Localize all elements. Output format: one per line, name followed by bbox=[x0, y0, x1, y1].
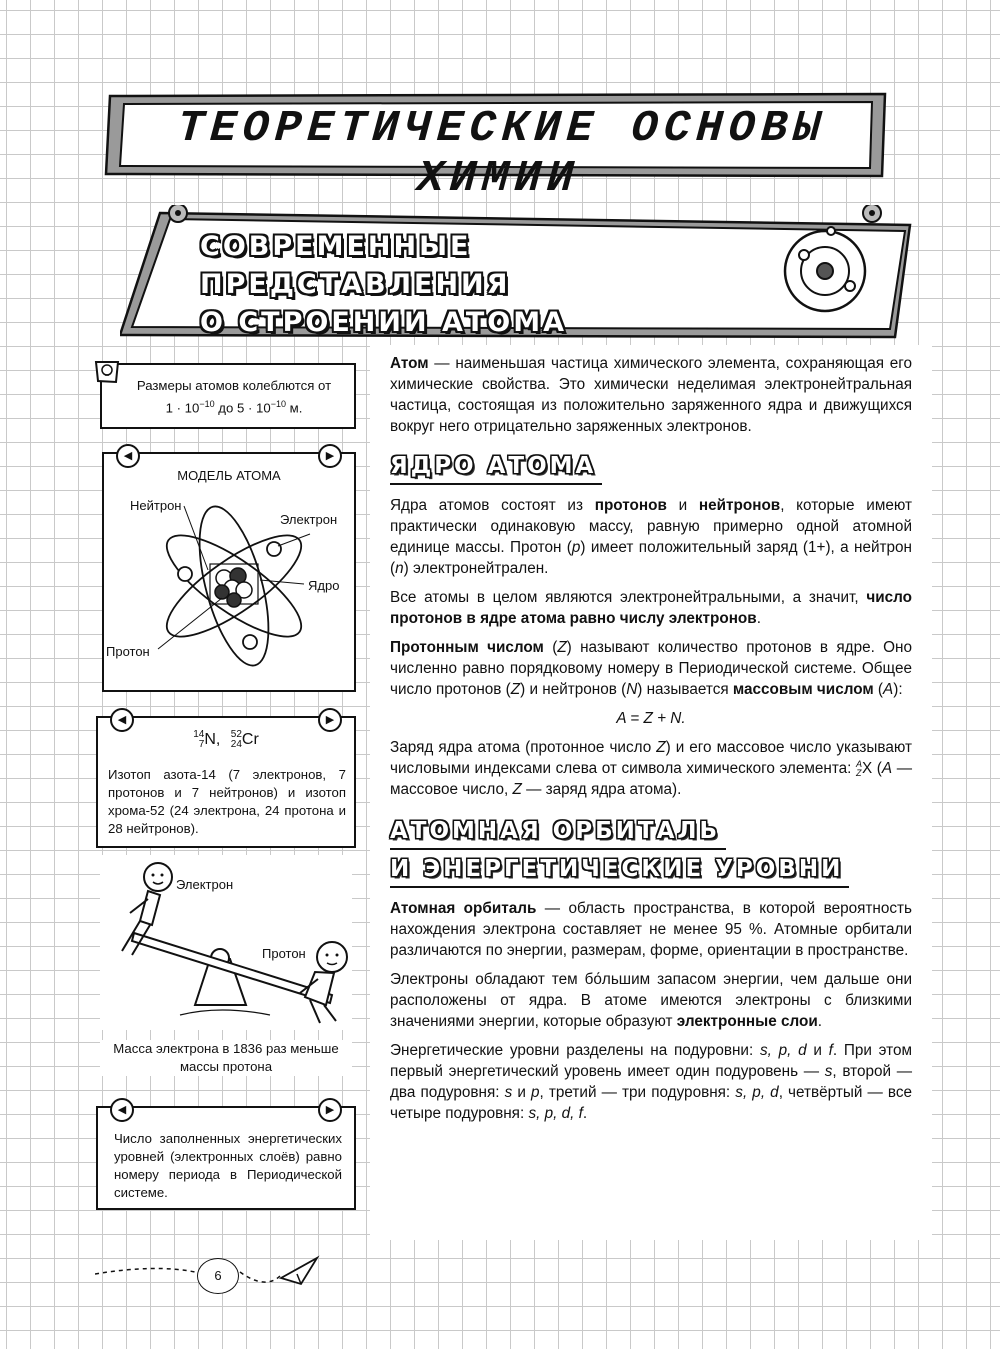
text-span: и bbox=[806, 1042, 829, 1059]
text-span: s bbox=[824, 1063, 833, 1080]
orbital-paragraph-3 bbox=[390, 1040, 912, 1124]
main-title: ТЕОРЕТИЧЕСКИЕ ОСНОВЫ ХИМИИ bbox=[175, 104, 828, 204]
text-span: s, p, d, f bbox=[528, 1105, 583, 1122]
text-span: Энергетические уровни разделены на подуровни: bbox=[390, 1042, 760, 1059]
nucleus-paragraph-2 bbox=[390, 587, 912, 629]
n-atomic-number: 7 bbox=[198, 739, 205, 750]
energy-levels-box bbox=[96, 1106, 356, 1210]
text-span: , которые имеют практически одинаковую массу, равную примерно одной атомной единице массы. Протон ( bbox=[390, 497, 912, 556]
mass-number-formula: A = Z + N. bbox=[616, 710, 686, 727]
atom-model-title: МОДЕЛЬ АТОМА bbox=[177, 468, 281, 483]
orbital-heading-line-2: И ЭНЕРГЕТИЧЕСКИЕ УРОВНИ bbox=[390, 852, 849, 888]
page-number: 6 bbox=[197, 1258, 239, 1294]
paper-plane-icon bbox=[281, 1258, 317, 1284]
text-span: ( bbox=[543, 639, 558, 656]
arrow-right-icon: ▶ bbox=[318, 708, 342, 732]
text-span: и bbox=[512, 1084, 532, 1101]
text-span: . bbox=[817, 1013, 823, 1030]
text-span: f bbox=[828, 1042, 833, 1059]
orbital-heading-line-1: АТОМНАЯ ОРБИТАЛЬ bbox=[390, 814, 726, 850]
cr-symbol: Cr bbox=[241, 731, 259, 749]
section-title-line-1: СОВРЕМЕННЫЕ ПРЕДСТАВЛЕНИЯ bbox=[200, 231, 511, 300]
text-span: — массовое число, bbox=[390, 760, 912, 798]
text-span: A bbox=[883, 681, 894, 698]
text-span: Z bbox=[512, 781, 522, 798]
main-text-column bbox=[370, 345, 932, 1240]
text-span: протонов bbox=[594, 497, 667, 514]
fact-exp-b: −10 bbox=[270, 399, 286, 409]
arrow-right-icon: ▶ bbox=[318, 1098, 342, 1122]
text-span: . bbox=[756, 610, 761, 627]
arrow-left-icon: ◀ bbox=[110, 1098, 134, 1122]
seesaw-electron-label: Электрон bbox=[176, 877, 234, 892]
arrow-left-icon: ◀ bbox=[116, 444, 140, 468]
text-span: Все атомы в целом являются электронейтральными, а значит, bbox=[390, 589, 867, 606]
section-title-line-2: О СТРОЕНИИ АТОМА bbox=[200, 307, 567, 338]
orbital-paragraph-2 bbox=[390, 969, 912, 1032]
isotope-text: Изотоп азота-14 (7 электронов, 7 протонов и 7 нейтронов) и изотоп хрома-52 (24 электрона, 24 протона и 28 нейтронов). bbox=[108, 767, 346, 836]
arrow-right-icon: ▶ bbox=[318, 444, 342, 468]
nucleus-paragraph-1 bbox=[390, 495, 912, 579]
seesaw-caption: Масса электрона в 1836 раз меньше массы протона bbox=[100, 1040, 352, 1076]
text-span: p bbox=[571, 539, 581, 556]
text-span: ( bbox=[873, 681, 884, 698]
text-span: Z bbox=[510, 681, 521, 698]
text-span: Z bbox=[856, 767, 862, 778]
isotope-formulas bbox=[98, 730, 354, 750]
text-span: — область пространства, в которой вероятность нахождения электрона составляет не менее 95 %. Атомные орбитали различаются по энергии, размерам, форме, ориентации в пространстве. bbox=[390, 900, 912, 959]
nucleus-paragraph-3 bbox=[390, 637, 912, 700]
electron-label: Электрон bbox=[280, 512, 338, 527]
text-span: ) электронейтрален. bbox=[403, 560, 549, 577]
orbital-paragraph-1 bbox=[390, 898, 912, 961]
nucleus-heading: ЯДРО АТОМА bbox=[390, 449, 602, 485]
text-span: A bbox=[856, 758, 863, 769]
text-span: . bbox=[582, 1105, 588, 1122]
text-span: ) называют количество протонов в ядре. Оно численно равно порядковому номеру в Периодической системе. Общее число протонов ( bbox=[390, 639, 912, 698]
nucleus-paragraph-4 bbox=[390, 737, 912, 800]
nucleus bbox=[215, 568, 252, 607]
fact-line-1: Размеры атомов колеблются от bbox=[136, 378, 332, 393]
text-span: , четвёртый — все четыре подуровня: bbox=[390, 1084, 913, 1122]
text-span: Заряд ядра атома (протонное число bbox=[390, 739, 657, 756]
arrow-left-icon: ◀ bbox=[110, 708, 134, 732]
text-span: , второй — два подуровня: bbox=[390, 1063, 912, 1101]
atom-term: Атом bbox=[390, 355, 429, 372]
fact-unit: м. bbox=[289, 400, 303, 416]
atom-icon bbox=[780, 226, 870, 316]
text-span: s, p, d bbox=[759, 1042, 807, 1059]
atom-size-fact-box bbox=[100, 363, 356, 429]
energy-levels-text: Число заполненных энергетических уровней (электронных слоёв) равно номеру периода в Периодической системе. bbox=[114, 1131, 342, 1200]
text-span: Протонным числом bbox=[390, 639, 544, 656]
text-span: . При этом первый энергетический уровень имеет один подуровень — bbox=[390, 1042, 913, 1080]
text-span: массовым числом bbox=[732, 681, 874, 698]
text-span: Электроны обладают тем бо́льшим запасом энергии, чем дальше они расположены от ядра. В атоме имеются электроны с близкими значениями энергии, которые образуют bbox=[390, 971, 912, 1030]
text-span: Z bbox=[656, 739, 666, 756]
text-span: ): bbox=[893, 681, 903, 698]
section-title bbox=[200, 228, 780, 342]
text-span: n bbox=[395, 560, 404, 577]
isotope-box bbox=[96, 716, 356, 848]
cr-atomic-number: 24 bbox=[230, 739, 242, 750]
pin-icon bbox=[863, 205, 881, 222]
seesaw-proton-label: Протон bbox=[262, 946, 306, 961]
text-span: p bbox=[531, 1084, 540, 1101]
text-span: нейтронов bbox=[698, 497, 781, 514]
neutron-label: Нейтрон bbox=[130, 498, 182, 513]
fact-mid: до 5 · 10 bbox=[218, 400, 271, 416]
text-span: , третий — три подуровня: bbox=[539, 1084, 736, 1101]
n-mass-number: 14 bbox=[193, 729, 205, 740]
text-span: электронные слои bbox=[676, 1013, 818, 1030]
text-span: X bbox=[862, 760, 873, 777]
text-span: N bbox=[626, 681, 638, 698]
fact-exp-a: −10 bbox=[199, 399, 215, 409]
text-span: — заряд ядра атома). bbox=[521, 781, 682, 798]
text-span: ( bbox=[872, 760, 882, 777]
fact-value-a: 1 · 10 bbox=[165, 400, 200, 416]
atom-definition-text: — наименьшая частица химического элемента, сохраняющая его химические свойства. Это химически неделимая электронейтральная частица, состоящая из положительно заряженного ядра и движущихся вокруг него отрицательно заряженных электронов. bbox=[390, 355, 912, 435]
pin-icon bbox=[169, 205, 187, 222]
text-span: ) и его массовое число указывают числовыми индексами слева от символа химического элемента: bbox=[390, 739, 912, 777]
proton-label: Протон bbox=[106, 644, 150, 659]
text-span: ) называется bbox=[637, 681, 733, 698]
text-span: s bbox=[504, 1084, 513, 1101]
text-span: Ядра атомов состоят из bbox=[390, 497, 595, 514]
text-span: A bbox=[881, 760, 893, 777]
text-span: Атомная орбиталь bbox=[390, 900, 537, 917]
lightbulb-icon bbox=[94, 359, 120, 385]
atom-model-box bbox=[102, 452, 356, 692]
text-span: ) имеет положительный заряд (1+), а нейтрон ( bbox=[390, 539, 912, 577]
atom-definition bbox=[390, 353, 912, 437]
cr-mass-number: 52 bbox=[230, 729, 242, 740]
text-span: ) и нейтронов ( bbox=[520, 681, 627, 698]
n-symbol: N, bbox=[204, 731, 221, 749]
text-span: число протонов в ядре атома равно числу электронов bbox=[390, 589, 912, 627]
text-span: Z bbox=[557, 639, 567, 656]
text-span: и bbox=[666, 497, 699, 514]
nucleus-label: Ядро bbox=[308, 578, 340, 593]
text-span: s, p, d bbox=[735, 1084, 779, 1101]
